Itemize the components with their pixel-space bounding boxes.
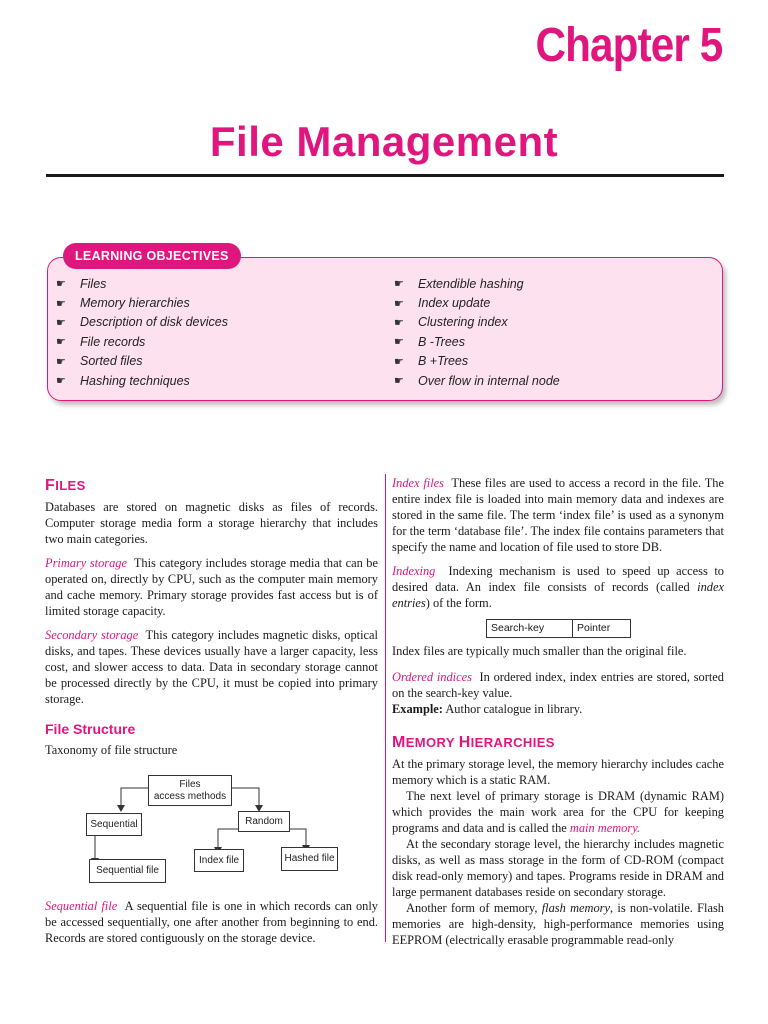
pointing-hand-icon: ☛: [394, 375, 404, 388]
index-files-paragraph: Index files These files are used to access a record in the file. The entire index file is loaded into main memory data and indexes are stored in the same file. The term ‘index file’ is used as a synonym for the term ‘database file’. The index file contains parameters that specify the name and location of file used to store DB.: [392, 476, 724, 554]
diagram-hashed-file-node: Hashed file: [281, 847, 338, 871]
diagram-random-node: Random: [238, 811, 290, 832]
diagram-sequential-file-node: Sequential file: [89, 859, 166, 883]
secondary-storage-paragraph: Secondary storage This category includes magnetic disks, optical disks, and tapes. These devices usually have a larger capacity, less cost, and slower access to data. Data in secondary storage cannot be processed directly by the CPU, it must be copied into primary storage.: [45, 628, 378, 706]
memory-paragraph-4: Another form of memory, flash memory, is non-volatile. Flash memories are high-density, high-performance memories using EEPROM (electrically erasable programmable read-only: [392, 901, 725, 947]
memory-paragraph-3: At the secondary storage level, the hierarchy includes magnetic disks, as well as mass storage in the form of CD-ROM (compact disk read-only memory) and tapes. Programs reside in DRAM and large permanent databases reside on secondary storage.: [392, 837, 724, 899]
ordered-indices-paragraph: Ordered indices In ordered index, index entries are stored, sorted on the search-key value.: [392, 670, 724, 700]
indexing-paragraph: Indexing Indexing mechanism is used to speed up access to desired data. An index file consists of records (called index entries) of the form.: [392, 564, 724, 610]
files-intro: Databases are stored on magnetic disks as files of records. Computer storage media form a storage hierarchy that includes two main categories.: [45, 500, 378, 546]
objective-item: ☛ Sorted files: [56, 354, 143, 369]
memory-paragraph-1: At the primary storage level, the memory hierarchy includes cache memory which is a static RAM.: [392, 757, 724, 787]
pointing-hand-icon: ☛: [56, 375, 66, 388]
pointing-hand-icon: ☛: [56, 297, 66, 310]
index-size-note: Index files are typically much smaller than the original file.: [392, 644, 687, 658]
index-entry-table: [486, 619, 631, 638]
objective-item: ☛ Memory hierarchies: [56, 296, 190, 311]
diagram-root-node: Files access methods: [148, 775, 232, 806]
pointing-hand-icon: ☛: [56, 355, 66, 368]
objective-item: ☛ B -Trees: [394, 334, 465, 349]
primary-storage-paragraph: Primary storage This category includes storage media that can be operated on, directly by CPU, such as the computer main memory and cache memory. Primary storage provides fast access but is of limited storage capacity.: [45, 556, 378, 618]
objective-item: ☛ B +Trees: [394, 354, 469, 369]
pointing-hand-icon: ☛: [394, 278, 404, 291]
chapter-title: File Management: [209, 118, 559, 165]
objective-item: ☛ Index update: [394, 296, 491, 311]
objective-item: ☛ Over flow in internal node: [394, 373, 560, 388]
pointing-hand-icon: ☛: [56, 336, 66, 349]
objective-item: ☛ File records: [56, 334, 146, 349]
diagram-index-file-node: Index file: [194, 849, 244, 872]
file-structure-heading: File Structure: [45, 721, 136, 737]
files-heading: FILES: [45, 477, 86, 494]
sequential-file-paragraph: Sequential file A sequential file is one in which records can only be accessed sequentially, one after another from beginning to end. Records are stored contiguously on the storage device.: [45, 899, 378, 945]
objective-item: ☛ Clustering index: [394, 315, 508, 330]
search-key-cell: Search-key: [487, 620, 573, 637]
objective-item: ☛ Files: [56, 276, 107, 291]
pointing-hand-icon: ☛: [56, 278, 66, 291]
taxonomy-caption: Taxonomy of file structure: [45, 743, 178, 757]
pointing-hand-icon: ☛: [394, 355, 404, 368]
memory-paragraph-2: The next level of primary storage is DRAM (dynamic RAM) which provides the main work area for the CPU for keeping programs and data and is called the main memory.: [392, 789, 724, 835]
pointer-cell: Pointer: [577, 622, 611, 634]
pointing-hand-icon: ☛: [394, 316, 404, 329]
memory-hierarchies-heading: MEMORY HIERARCHIES: [392, 734, 555, 751]
objective-item: ☛ Extendible hashing: [394, 276, 524, 291]
pointing-hand-icon: ☛: [56, 316, 66, 329]
right-column-lower: [392, 643, 724, 948]
objective-item: ☛ Hashing techniques: [56, 373, 190, 388]
pointing-hand-icon: ☛: [394, 336, 404, 349]
right-column: [392, 475, 724, 611]
pointing-hand-icon: ☛: [394, 297, 404, 310]
diagram-sequential-node: Sequential: [86, 813, 142, 836]
example-line: Example: Author catalogue in library.: [392, 702, 583, 716]
objective-item: ☛ Description of disk devices: [56, 315, 228, 330]
chapter-label: Chapter 5: [535, 19, 722, 72]
learning-objectives-tab: LEARNING OBJECTIVES: [63, 243, 241, 269]
